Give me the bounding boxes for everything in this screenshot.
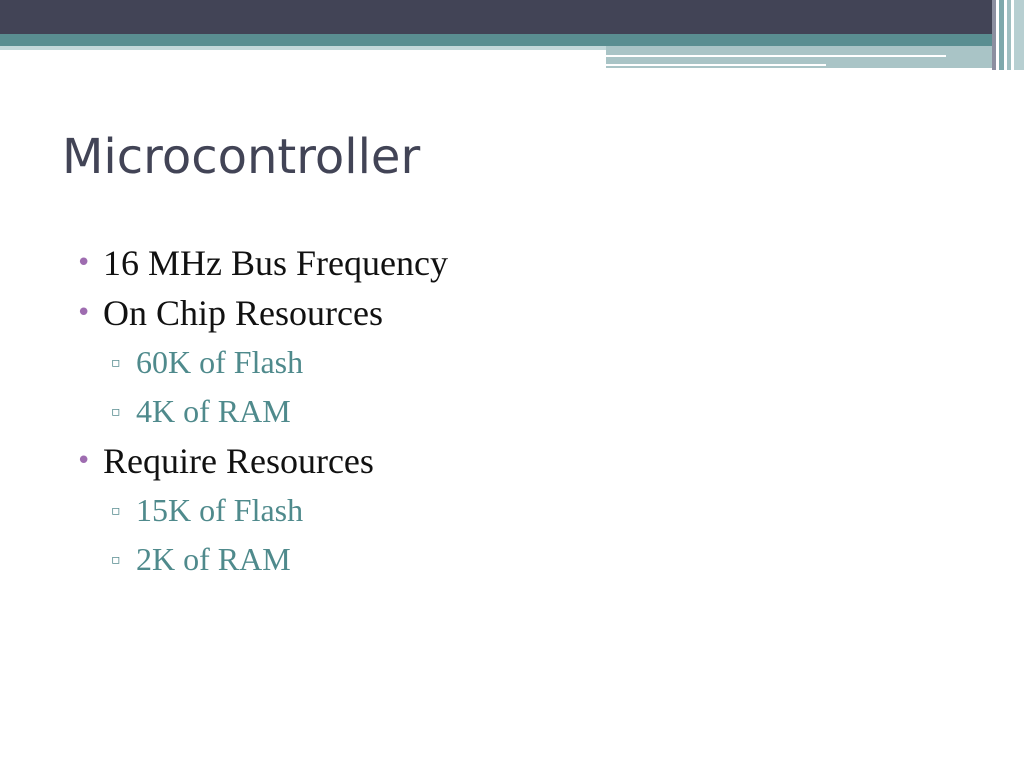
- bullet-item: [76, 238, 976, 288]
- sub-bullet-text: 60K of Flash: [136, 344, 304, 380]
- sub-bullet-item: [76, 338, 976, 387]
- bullet-text: On Chip Resources: [103, 293, 383, 333]
- bullet-item: [76, 288, 976, 338]
- header-accent-line: [606, 64, 826, 66]
- bullet-text: Require Resources: [103, 441, 374, 481]
- sub-bullet-text: 15K of Flash: [136, 492, 304, 528]
- square-bullet-icon: ▫: [111, 551, 121, 568]
- square-bullet-icon: ▫: [111, 354, 121, 371]
- bullet-text: 16 MHz Bus Frequency: [103, 243, 448, 283]
- round-bullet-icon: •: [76, 446, 92, 476]
- header-teal-band: [0, 34, 1024, 46]
- bullet-item: [76, 436, 976, 486]
- sub-bullet-text: 4K of RAM: [136, 393, 291, 429]
- slide-title: Microcontroller: [62, 129, 421, 185]
- header-accent-line: [606, 55, 946, 57]
- edge-stripes: [992, 0, 1024, 70]
- bullet-list: [76, 238, 976, 584]
- sub-bullet-item: [76, 486, 976, 535]
- header-light-line: [0, 46, 606, 50]
- sub-bullet-item: [76, 535, 976, 584]
- square-bullet-icon: ▫: [111, 502, 121, 519]
- round-bullet-icon: •: [76, 248, 92, 278]
- square-bullet-icon: ▫: [111, 403, 121, 420]
- sub-bullet-item: [76, 387, 976, 436]
- header-dark-band: [0, 0, 1024, 34]
- sub-bullet-text: 2K of RAM: [136, 541, 291, 577]
- round-bullet-icon: •: [76, 298, 92, 328]
